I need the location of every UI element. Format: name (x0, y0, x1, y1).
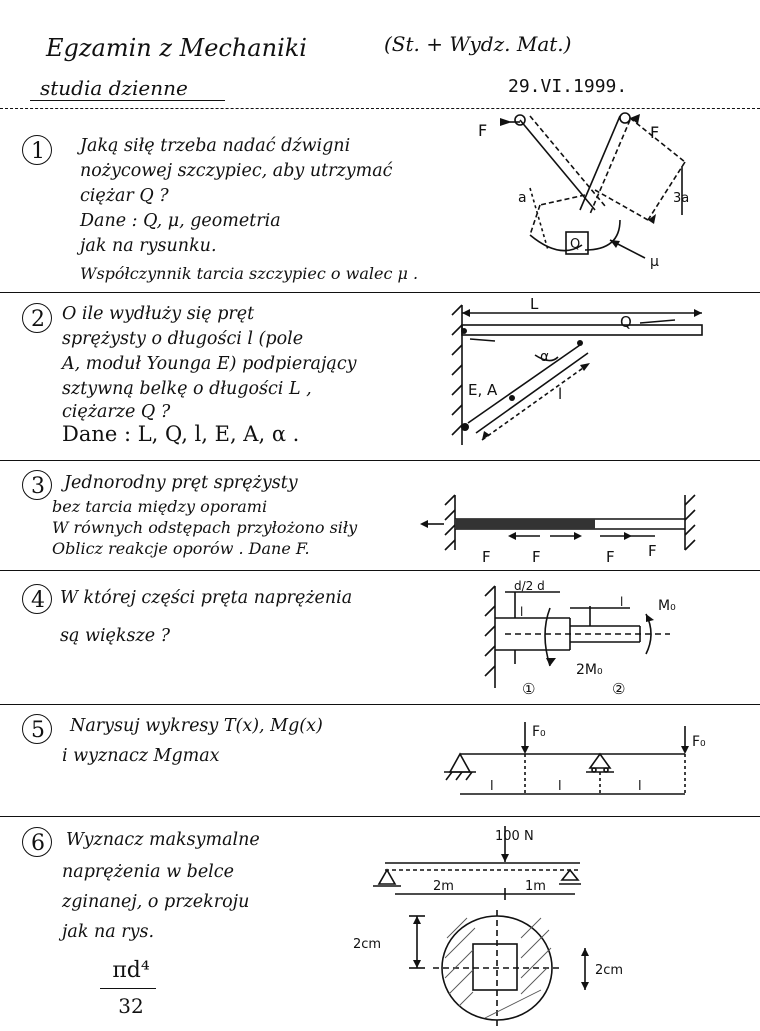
problem-line: sztywną belkę o długości L , (62, 379, 312, 399)
figure-label: μ (650, 254, 659, 270)
problem-line: ciężar Q ? (80, 186, 169, 206)
figure-label: F₀ (692, 734, 706, 750)
exam-faculty: (St. + Wydz. Mat.) (384, 32, 572, 56)
figure-label: 1m (525, 879, 546, 894)
figure-label: Q (620, 313, 632, 331)
separator-header (0, 108, 760, 109)
problem-line: jak na rys. (62, 922, 155, 942)
moment-numerator: πd⁴ (112, 958, 150, 983)
figure-beam-cross-section (345, 818, 685, 1028)
figure-label: l (620, 595, 624, 609)
problem-line: i wyznacz Mgmax (62, 746, 220, 766)
moment-denominator: 32 (118, 994, 144, 1018)
figure-label: M₀ (658, 598, 676, 614)
figure-label: α (540, 349, 550, 365)
problem-line: A, moduł Younga E) podpierający (62, 354, 357, 374)
figure-label: 2cm (353, 937, 382, 952)
figure-label: l (638, 779, 642, 794)
figure-label: 2cm (595, 963, 624, 978)
figure-label: l (558, 779, 562, 794)
exam-date: 29.VI.1999. (508, 76, 628, 97)
figure-torsion-rod (470, 578, 700, 700)
problem-number: 4 (31, 588, 45, 613)
figure-label: Q (570, 237, 581, 252)
problem-line: Jaką siłę trzeba nadać dźwigni (80, 136, 351, 156)
figure-tongs (470, 110, 730, 285)
figure-label: l (520, 605, 524, 619)
figure-label: 2m (433, 879, 454, 894)
figure-label: F (482, 548, 491, 566)
figure-label: l (490, 779, 494, 794)
separator-4 (0, 704, 760, 705)
problem-line: są większe ? (60, 626, 171, 646)
problem-number: 6 (31, 831, 45, 856)
problem-number: 3 (31, 474, 45, 499)
problem-line: Współczynnik tarcia szczypiec o walec μ . (80, 264, 419, 283)
problem-line: jak na rysunku. (80, 236, 217, 256)
problem-line: O ile wydłuży się pręt (62, 304, 255, 324)
fraction-bar (100, 988, 156, 989)
problem-number: 2 (31, 307, 45, 332)
problem-line: Jednorodny pręt sprężysty (64, 473, 298, 493)
figure-label: d/2 d (514, 579, 545, 593)
figure-label: ① (522, 680, 536, 698)
figure-label: F (532, 548, 541, 566)
figure-label: F (648, 542, 657, 560)
figure-label: 3a (673, 191, 690, 206)
subtitle-underline (30, 100, 225, 101)
figure-label: 100 N (495, 829, 534, 844)
separator-1 (0, 292, 760, 293)
problem-line: naprężenia w belce (62, 862, 234, 882)
exam-title: Egzamin z Mechaniki (46, 34, 307, 62)
problem-line: bez tarcia między oporami (52, 497, 268, 516)
problem-number: 1 (31, 139, 45, 164)
problem-line: W równych odstępach przyłożono siły (52, 518, 358, 537)
figure-label: l (558, 385, 563, 403)
exam-subtitle: studia dzienne (40, 76, 188, 100)
figure-label: E, A (468, 381, 498, 399)
figure-rod-forces (420, 490, 710, 565)
figure-label: F (650, 123, 660, 142)
figure-beam-strut (440, 295, 730, 455)
problem-line: ciężarze Q ? (62, 402, 171, 422)
figure-label: F₀ (532, 724, 546, 740)
problem-line: Wyznacz maksymalne (66, 830, 260, 850)
problem-line: Oblicz reakcje oporów . Dane F. (52, 539, 310, 558)
figure-beam-supports (430, 712, 720, 812)
figure-label: L (530, 295, 539, 313)
figure-label: a (518, 190, 527, 206)
figure-label: 2M₀ (576, 662, 603, 678)
figure-label: F (478, 121, 488, 140)
separator-5 (0, 816, 760, 817)
figure-label: F (606, 548, 615, 566)
separator-2 (0, 460, 760, 461)
separator-3 (0, 570, 760, 571)
figure-label: ② (612, 680, 626, 698)
problem-line: Dane : L, Q, l, E, A, α . (62, 422, 300, 446)
problem-line: nożycowej szczypiec, aby utrzymać (80, 161, 393, 181)
problem-line: zginanej, o przekroju (62, 892, 250, 912)
problem-line: Dane : Q, μ, geometria (80, 211, 281, 231)
problem-line: Narysuj wykresy T(x), Mg(x) (70, 716, 323, 736)
problem-line: W której części pręta naprężenia (60, 588, 353, 608)
problem-number: 5 (31, 718, 45, 743)
problem-line: sprężysty o długości l (pole (62, 329, 304, 349)
